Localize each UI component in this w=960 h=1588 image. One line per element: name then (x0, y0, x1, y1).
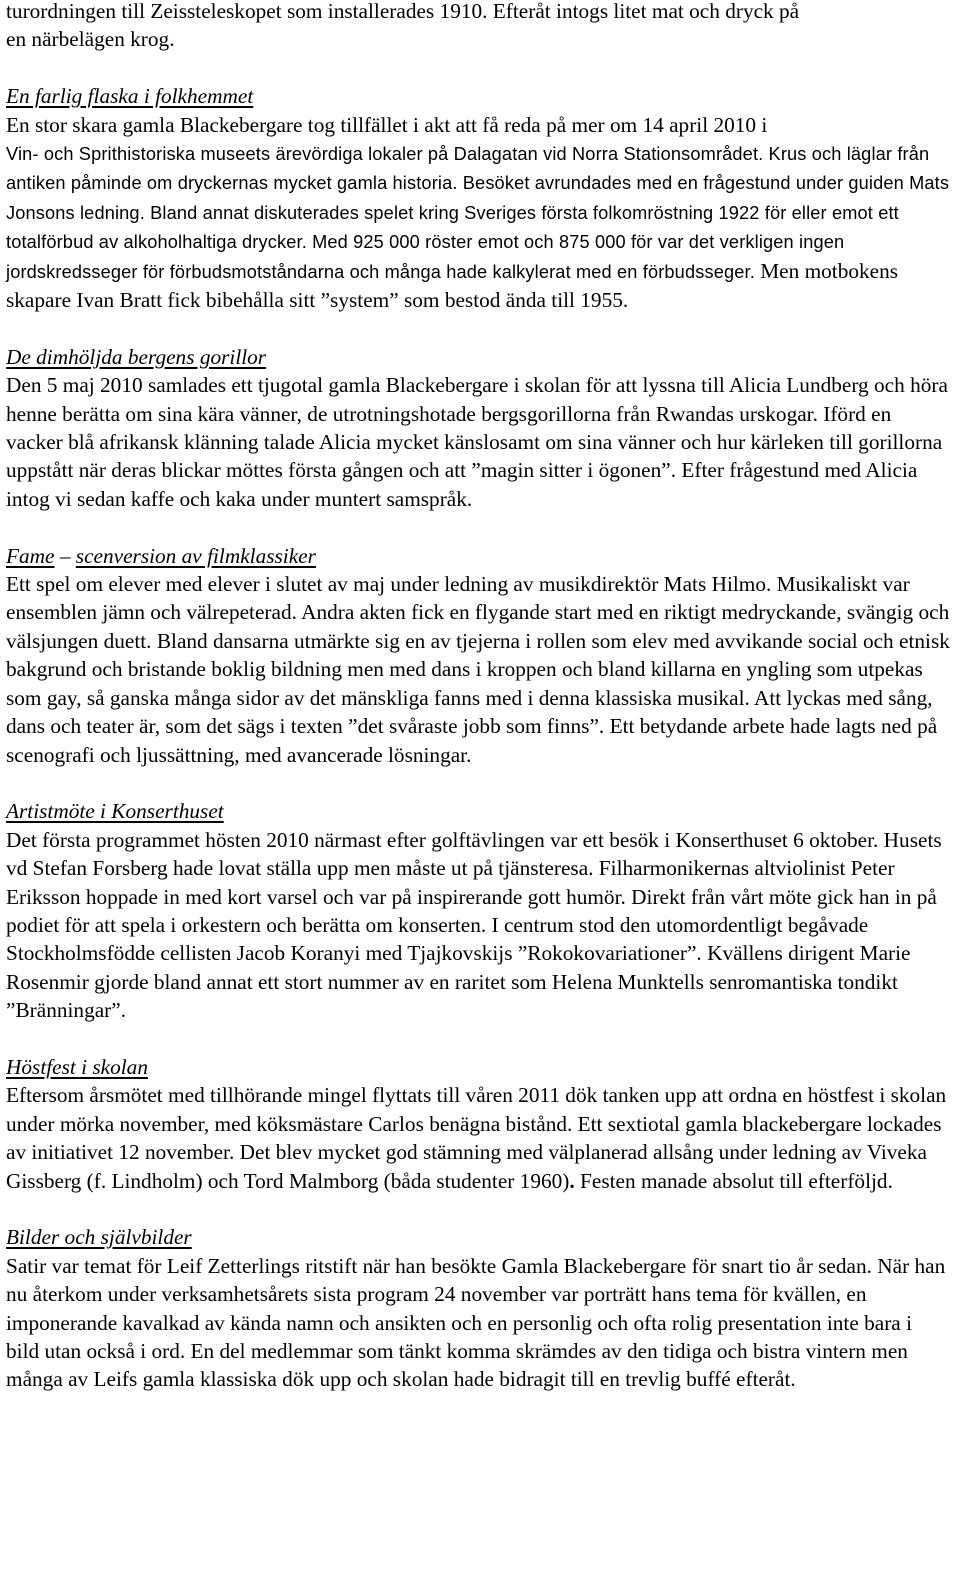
section-heading: Höstfest i skolan (6, 1054, 148, 1079)
body-text-end: Festen manade absolut till efterföljd. (574, 1168, 893, 1193)
heading-part-b: scenversion av filmklassiker (75, 543, 316, 568)
section-heading: Bilder och självbilder (6, 1225, 192, 1250)
body-text-serif: En stor skara gamla Blackebergare tog tillfället i akt att få reda på mer om 14 april 2010 i (6, 112, 768, 137)
intro-paragraph (6, 0, 950, 54)
body-text: Eftersom årsmötet med tillhörande mingel flyttats till våren 2011 dök tanken upp att ordna en höstfest i skolan under mörka november, med köksmästare Carlos benägna bistånd. Ett sextiotal gamla blackebergare lockades av initiativet 12 november. Det blev mycket god stämning med välplanerad allsång under ledning av Viveka Gissberg (f. Lindholm) och Tord Malmborg (båda studenter 1960) (6, 1083, 947, 1193)
section-bilder (6, 1223, 950, 1393)
body-text-sans: Vin- och Sprithistoriska museets ärevördiga lokaler på Dalagatan vid Norra Stationsområdet. Krus och läglar från antiken påminde om dryckernas mycket gamla historia. Besöket avrundades med en frågestund under guiden Mats Jonsons ledning. Bland annat diskuterades spelet kring Sveriges första folkomröstning 1922 för eller emot ett totalförbud av alkoholhaltiga drycker. Med 925 000 röster emot och 875 000 för var det verkligen ingen jordskredsseger för förbudsmotståndarna och många hade kalkylerat med en förbudsseger. (6, 144, 950, 282)
body-bold-dot: . (569, 1168, 575, 1193)
section-heading: En farlig flaska i folkhemmet (6, 84, 254, 109)
section-body: Ett spel om elever med elever i slutet av maj under ledning av musikdirektör Mats Hilmo. Musikaliskt var ensemblen jämn och välrepeterad. Andra akten fick en flygande start med en riktigt medryckande, svängig och välsjungen duett. Bland dansarna utmärkte sig en av tjejerna i rollen som elev med avvikande social och etnisk bakgrund och bristande boklig bildning men med dans i kroppen och bland killarna en yngling som utpekas som gay, så ganska många sidor av det mänskliga fanns med i denna klassiska musikal. Att lyckas med sång, dans och teater är, som det sägs i texten ”det svåraste jobb som finns”. Ett betydande arbete hade lagts ned på scenografi och ljussättning, med avancerade lösningar. (6, 572, 950, 767)
section-heading: De dimhöljda bergens gorillor (6, 344, 267, 369)
section-body: Satir var temat för Leif Zetterlings ritstift när han besökte Gamla Blackebergare för snart tio år sedan. När han nu återkom under verksamhetsårets sista program 24 november var porträtt hans tema för kvällen, en imponerande kavalkad av kända namn och ansikten och en personlig och ofta rolig presentation inte bara i bild utan också i ord. En del medlemmar som tänkt komma skrämdes av den tidiga och bistra vintern men många av Leifs gamla klassiska dök upp och skolan hade bidragit till en trevlig buffé efteråt. (6, 1253, 946, 1392)
heading-part-a: Fame (6, 543, 55, 568)
section-body: Det första programmet hösten 2010 närmast efter golftävlingen var ett besök i Konserthuset 6 oktober. Husets vd Stefan Forsberg hade lovat ställa upp men måste ut på tjänsteresa. Filharmonikernas altviolinist Peter Eriksson hoppade in med kort varsel och var på inspirerande gott humör. Direkt från vårt möte gick han in på podiet för att spela i orkestern och berätta om konserten. I centrum stod den utomordentligt begåvade Stockholmsfödde cellisten Jacob Koranyi med Tjajkovskijs ”Rokokovariationer”. Kvällens dirigent Marie Rosenmir gjorde bland annat ett stort nummer av en raritet som Helena Munktells senromantiska tondikt ”Bränningar”. (6, 827, 942, 1023)
intro-line-1: turordningen till Zeissteleskopet som installerades 1910. Efteråt intogs litet mat och dryck på (6, 0, 800, 23)
section-heading: Artistmöte i Konserthuset (6, 799, 224, 824)
heading-dash: – (54, 543, 76, 568)
intro-line-2: en närbelägen krog. (6, 27, 175, 52)
section-farlig-flaska (6, 82, 950, 314)
section-gorillor (6, 343, 950, 513)
section-fame (6, 542, 950, 769)
section-heading (6, 542, 950, 570)
section-hostfest (6, 1053, 950, 1195)
section-body (6, 1081, 950, 1195)
section-body: Den 5 maj 2010 samlades ett tjugotal gamla Blackebergare i skolan för att lyssna till Alicia Lundberg och höra henne berätta om sina kära vänner, de utrotningshotade bergsgorillorna från Rwandas urskogar. Iförd en vacker blå afrikansk klänning talade Alicia mycket känslosamt om sina vänner och hur kärleken till gorillorna uppstått när deras blickar möttes första gången och att ”magin sitter i ögonen”. Efter frågestund med Alicia intog vi sedan kaffe och kaka under muntert samspråk. (6, 373, 948, 511)
section-body (6, 111, 950, 315)
body-text-serif-end: Men motbokens skapare Ivan Bratt fick bibehålla sitt ”system” som bestod ända till 1955. (6, 258, 899, 313)
section-konserthuset (6, 797, 950, 1024)
